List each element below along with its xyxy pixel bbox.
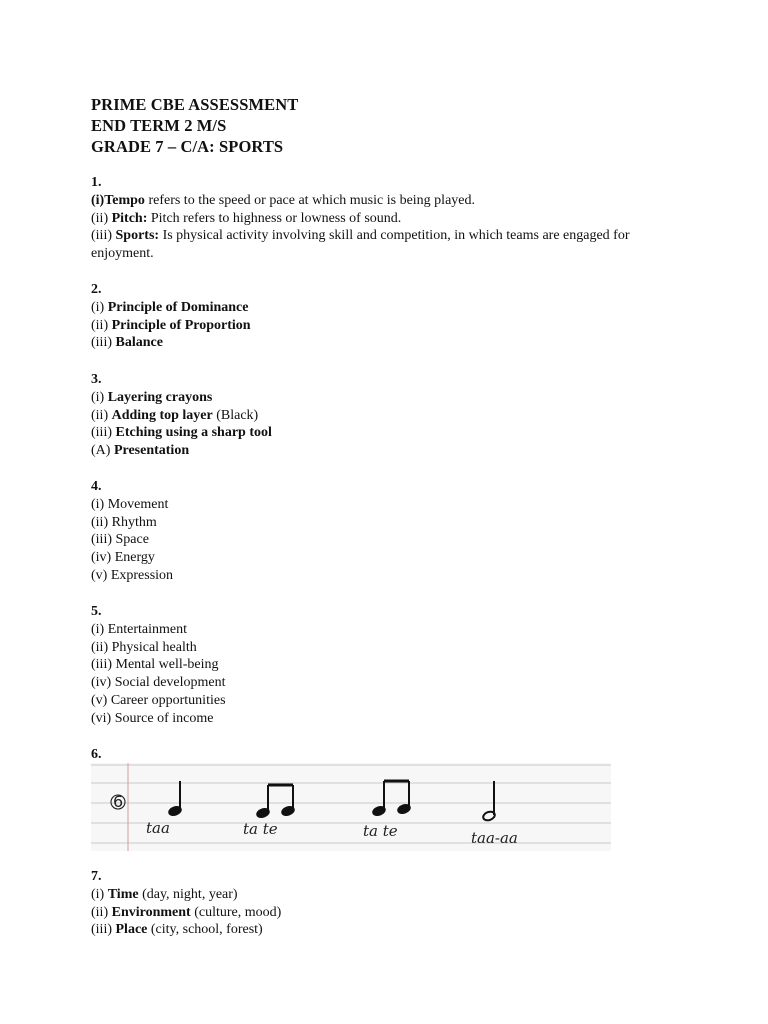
answer-prefix: (iii) [91,335,116,351]
answer-prefix: (iii) [91,228,116,244]
answer-item: (v) Expression [91,567,174,583]
answer-item: (iv) Social development [91,675,226,691]
note-label: taa-aa [471,829,518,847]
answer-prefix: (ii) [91,904,112,920]
answer-prefix: (iii) [91,922,116,938]
header-line-2: END TERM 2 M/S [91,116,227,135]
answer-text: (culture, mood) [190,904,282,920]
question-2 [91,281,251,352]
answer-term: Environment [111,904,191,920]
paper-background [91,763,611,851]
header-line-1: PRIME CBE ASSESSMENT [91,95,299,114]
answer-item [91,424,272,442]
answer-item: (iii) Mental well-being [91,657,219,673]
answer-item [91,407,272,425]
question-number: 3. [91,372,102,387]
answer-term: Sports: [115,228,160,244]
answer-item: (ii) Rhythm [91,514,157,530]
question-7 [91,868,281,939]
question-5 [91,603,226,728]
answer-prefix: (ii) [91,317,112,333]
note-label: taa [146,819,170,837]
answer-text: Pitch refers to highness or lowness of sound. [147,210,402,226]
answer-item: (i) Entertainment [91,621,188,637]
answer-term: Etching using a sharp tool [115,425,272,441]
answer-term: Place [115,922,148,938]
question-number: 6. [91,747,102,762]
answer-prefix: (i) [91,192,105,208]
answer-term: Adding top layer [111,407,213,423]
question-1 [91,174,691,263]
answer-prefix: (i) [91,389,108,405]
answer-item [91,210,691,228]
question-6 [91,746,102,764]
answer-text: Is physical activity involving skill and competition, in which teams are engaged for enjoyment. [91,228,630,262]
answer-term: Pitch: [111,210,148,226]
question-4 [91,478,173,585]
answer-item [91,317,251,335]
answer-text: (city, school, forest) [147,922,263,938]
question-number: 5. [91,604,102,619]
answer-term: Principle of Proportion [111,317,251,333]
answer-text: (Black) [212,407,259,423]
answer-prefix: (i) [91,299,108,315]
answer-item [91,192,691,210]
question-number: 1. [91,175,102,190]
document-header [91,94,298,157]
answer-item [91,299,251,317]
answer-item [91,334,251,352]
answer-item [91,389,272,407]
answer-prefix: (A) [91,443,114,459]
answer-prefix: (ii) [91,210,112,226]
answer-term: Layering crayons [107,389,213,405]
answer-item [91,921,281,939]
note-label: ta te [243,820,278,838]
answer-prefix: (i) [91,886,108,902]
answer-term: Tempo [104,192,145,208]
answer-text: (day, night, year) [138,886,238,902]
question-number: 4. [91,479,102,494]
answer-term: Time [107,886,139,902]
answer-item [91,904,281,922]
question-number: 2. [91,282,102,297]
answer-term: Balance [115,335,163,351]
answer-item: (i) Movement [91,496,169,512]
answer-item: (iii) Space [91,532,149,548]
answer-item [91,227,691,263]
answer-text: refers to the speed or pace at which music is being played. [144,192,475,208]
question-3 [91,371,272,460]
answer-item: (vi) Source of income [91,710,214,726]
answer-term: Principle of Dominance [107,299,249,315]
answer-item: (v) Career opportunities [91,692,226,708]
note-label: ta te [363,822,398,840]
answer-item [91,442,272,460]
answer-prefix: (ii) [91,407,112,423]
handwritten-rhythm-image [91,763,611,851]
answer-item: (iv) Energy [91,550,155,566]
answer-item [91,886,281,904]
answer-item: (ii) Physical health [91,639,197,655]
answer-prefix: (iii) [91,425,116,441]
question-mark-label: 6 [113,792,124,811]
question-number: 7. [91,869,102,884]
header-line-3: GRADE 7 – C/A: SPORTS [91,137,284,156]
answer-term: Presentation [113,443,190,459]
